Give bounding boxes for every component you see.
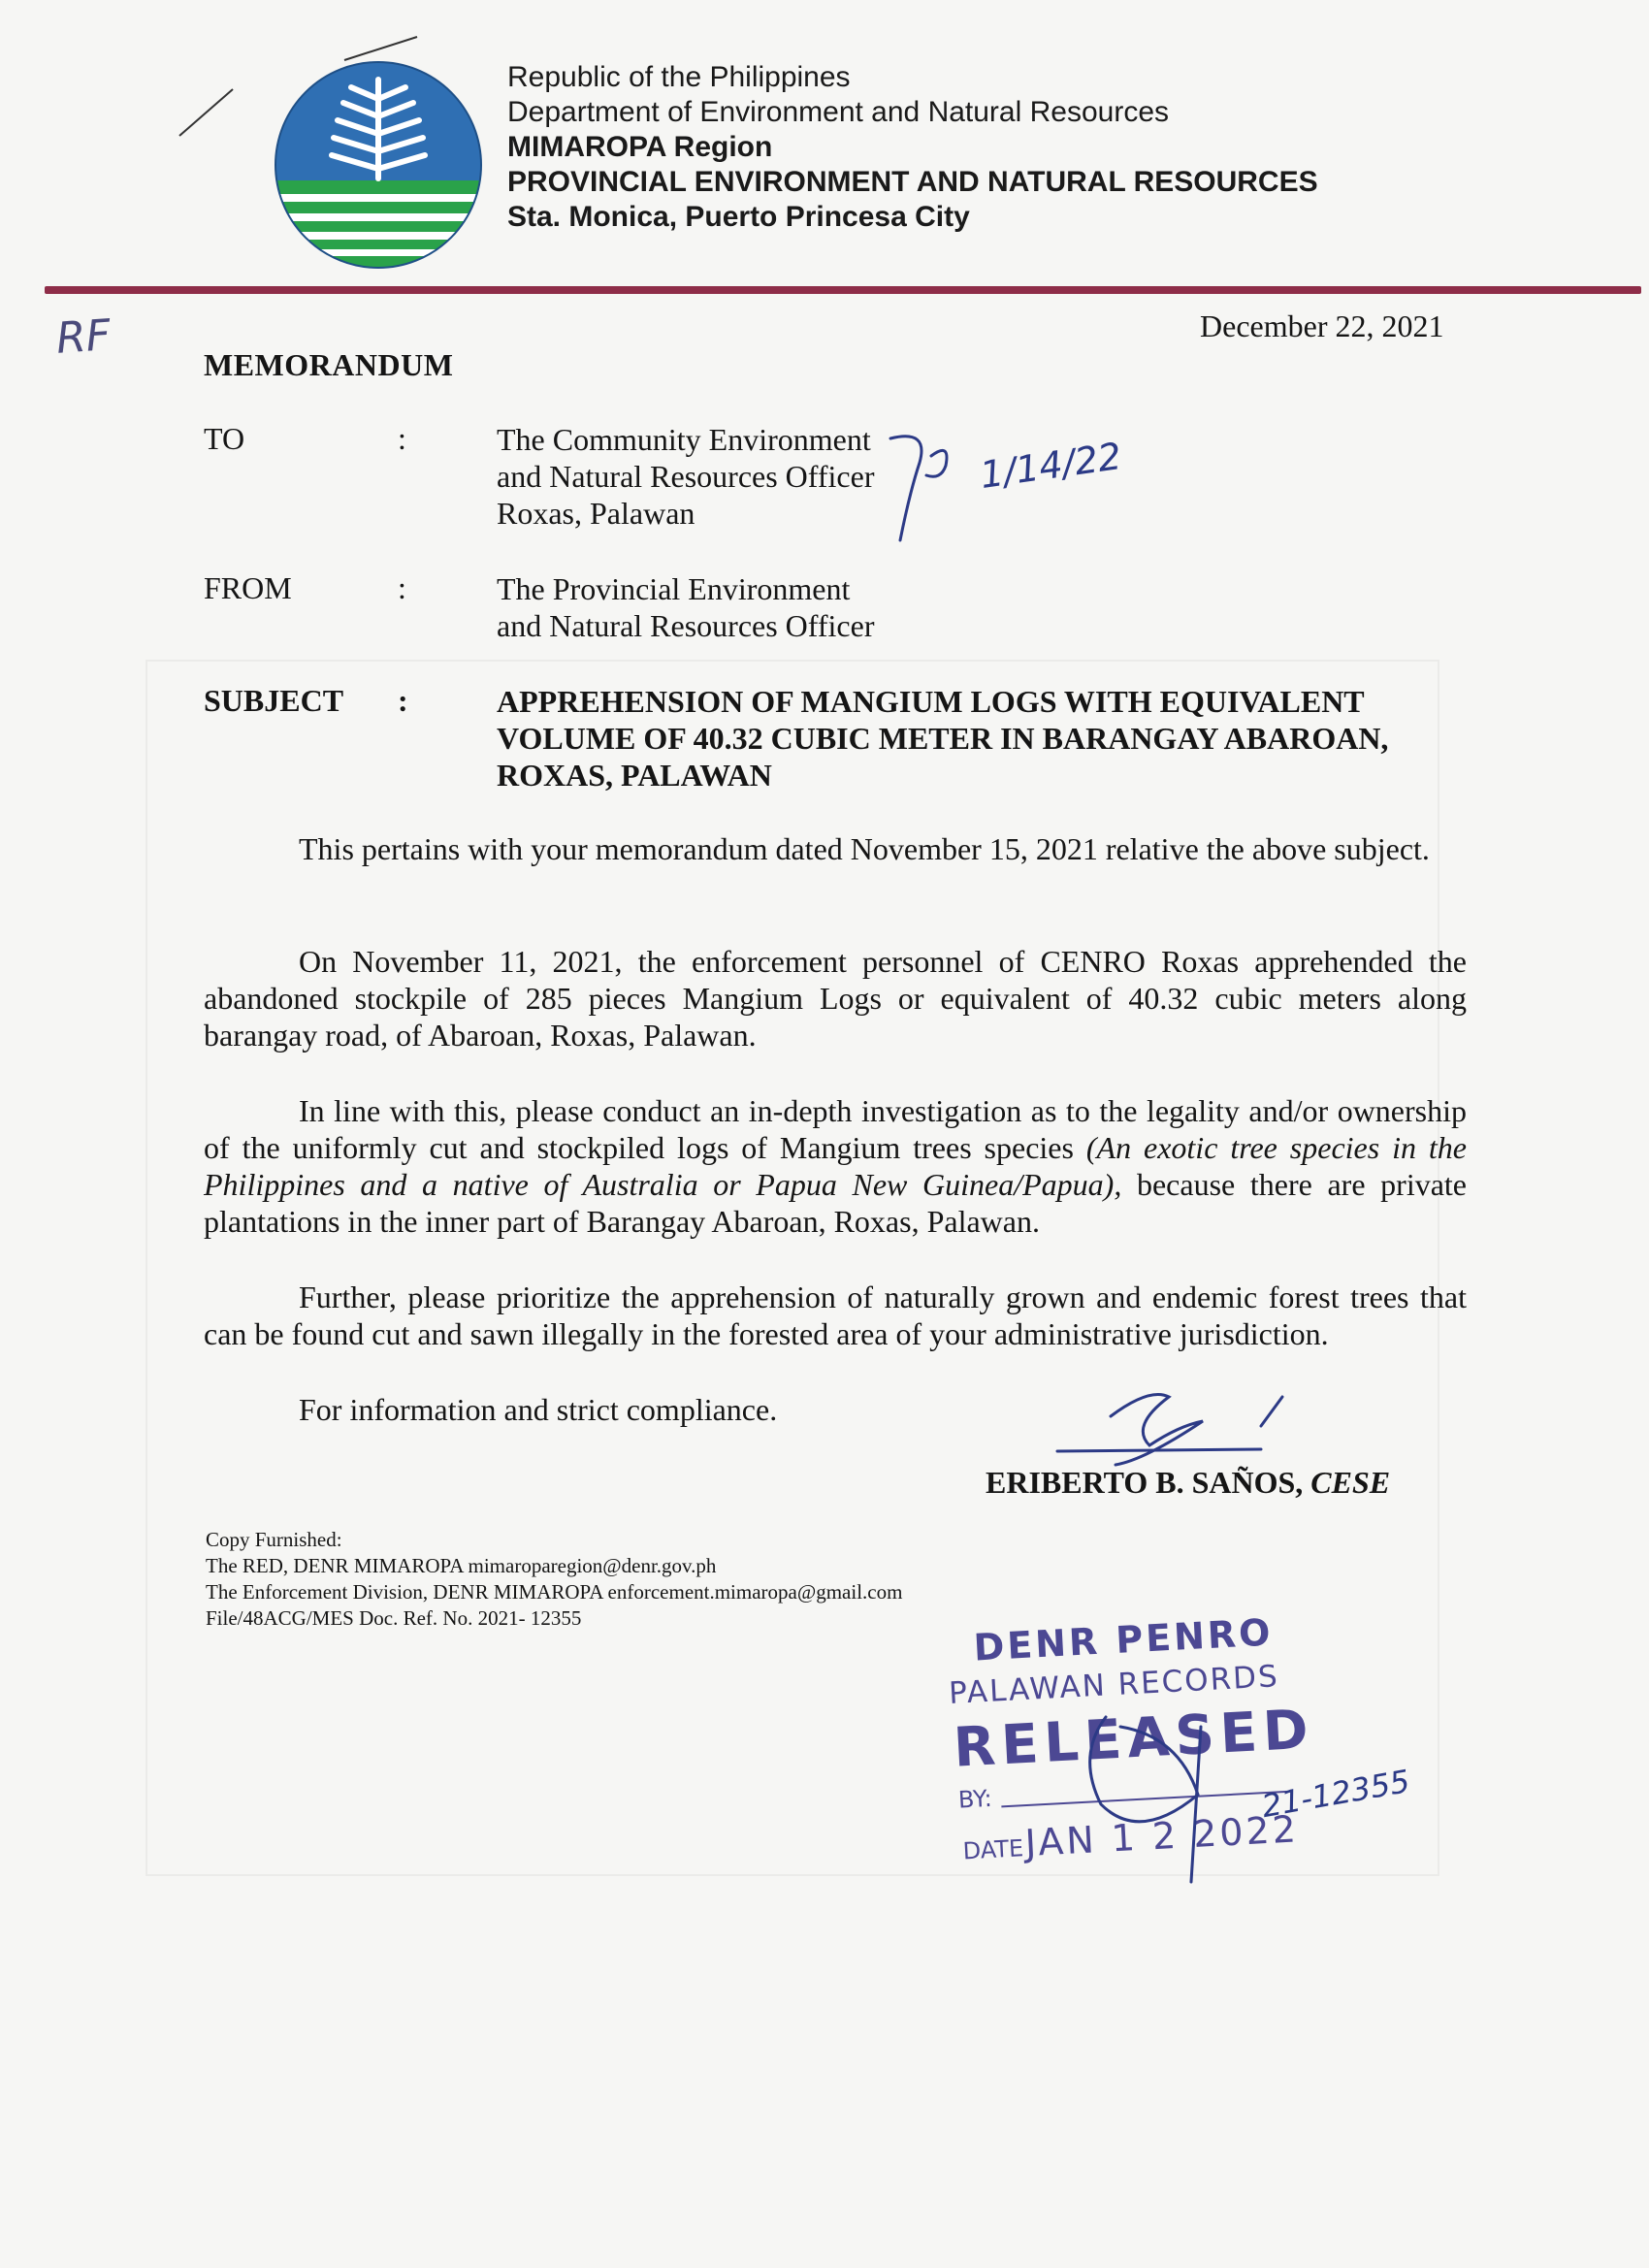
copy-furnished-line: File/48ACG/MES Doc. Ref. No. 2021- 12355 — [206, 1606, 582, 1630]
initial-mark — [890, 437, 922, 540]
corner-pen-mark — [344, 37, 417, 60]
subject-label: SUBJECT — [204, 683, 344, 718]
subject-text — [497, 683, 1388, 794]
copy-furnished-label: Copy Furnished: — [206, 1528, 342, 1551]
letterhead-address: Sta. Monica, Puerto Princesa City — [507, 201, 970, 233]
stamp-date-label: DATE — [962, 1834, 1024, 1865]
signatory-name — [986, 1465, 1390, 1501]
to-line: The Community Environment — [497, 422, 871, 457]
letterhead-country: Republic of the Philippines — [507, 61, 851, 93]
copy-furnished-line: The RED, DENR MIMAROPA mimaroparegion@denr.gov.ph — [206, 1554, 717, 1577]
paragraph-3 — [204, 1092, 1467, 1240]
initial-mark — [926, 450, 947, 476]
signatory-name-text: ERIBERTO B. SAÑOS, — [986, 1465, 1311, 1500]
from-line: and Natural Resources Officer — [497, 608, 875, 643]
stamp-released: RELEASED — [952, 1698, 1316, 1780]
letterhead — [507, 60, 1318, 235]
letterhead-region: MIMAROPA Region — [507, 131, 773, 163]
paragraph-4-text: Further, please prioritize the apprehension of naturally grown and endemic forest trees that can be found cut and sawn illegally in the forested area of your administrative jurisdiction. — [204, 1280, 1467, 1351]
to-label: TO — [204, 421, 245, 456]
to-colon: : — [398, 421, 406, 456]
to-recipient — [497, 421, 874, 532]
copy-furnished-line: The Enforcement Division, DENR MIMAROPA enforcement.mimaropa@gmail.com — [206, 1580, 903, 1604]
from-colon: : — [398, 570, 406, 605]
letterhead-office: PROVINCIAL ENVIRONMENT AND NATURAL RESOURCES — [507, 166, 1318, 198]
to-line: Roxas, Palawan — [497, 496, 695, 531]
handwritten-reference: 21-12355 — [1258, 1762, 1413, 1826]
stamp-records: PALAWAN RECORDS — [948, 1659, 1280, 1711]
paragraph-5-text: For information and strict compliance. — [299, 1392, 778, 1427]
paragraph-2 — [204, 943, 1467, 1053]
denr-logo-icon — [274, 60, 483, 270]
from-line: The Provincial Environment — [497, 571, 851, 606]
subject-line: ROXAS, PALAWAN — [497, 758, 772, 793]
stamp-by-line — [1001, 1791, 1292, 1808]
paragraph-1-text: This pertains with your memorandum dated November 15, 2021 relative the above subject. — [299, 831, 1430, 866]
from-sender — [497, 570, 874, 644]
header-rule — [45, 286, 1641, 294]
stamp-office: DENR PENRO — [972, 1610, 1275, 1669]
paragraph-3-text-end: because there are private plantations in the inner part of Barangay Abaroan, Roxas, Palawan. — [204, 1167, 1468, 1239]
from-label: FROM — [204, 570, 292, 605]
handwritten-date: 1/14/22 — [977, 435, 1124, 497]
corner-pen-mark — [179, 89, 233, 136]
paragraph-3-text: In line with this, please conduct an in-depth investigation as to the legality and/or ownership of the uniformly cut and stockpiled logs of Mangium trees species — [204, 1093, 1467, 1165]
signatory-suffix: CESE — [1310, 1465, 1391, 1500]
subject-colon: : — [398, 683, 408, 718]
paragraph-5 — [204, 1391, 1467, 1428]
paragraph-4 — [204, 1279, 1467, 1352]
to-line: and Natural Resources Officer — [497, 459, 875, 494]
subject-line: APPREHENSION OF MANGIUM LOGS WITH EQUIVALENT — [497, 684, 1365, 719]
memo-date: December 22, 2021 — [1200, 308, 1444, 343]
memo-title: MEMORANDUM — [204, 347, 454, 382]
letterhead-department: Department of Environment and Natural Resources — [507, 96, 1170, 128]
paragraph-3-italic: (An exotic tree species in the Philippines and a native of Australia or Papua New Guinea/Papua), — [204, 1130, 1468, 1202]
paragraph-2-text: On November 11, 2021, the enforcement personnel of CENRO Roxas apprehended the abandoned stockpile of 285 pieces Mangium Logs or equivalent of 40.32 cubic meters along barangay road, of Abaroan, Roxas, Palawan. — [204, 944, 1467, 1053]
stamp-date-value: JAN 1 2 2022 — [1023, 1807, 1300, 1865]
copy-furnished — [206, 1527, 902, 1632]
subject-line: VOLUME OF 40.32 CUBIC METER IN BARANGAY ABAROAN, — [497, 721, 1389, 756]
stamp-by-label: BY: — [957, 1784, 993, 1814]
margin-note: RF — [54, 310, 113, 364]
paragraph-1 — [204, 830, 1467, 867]
